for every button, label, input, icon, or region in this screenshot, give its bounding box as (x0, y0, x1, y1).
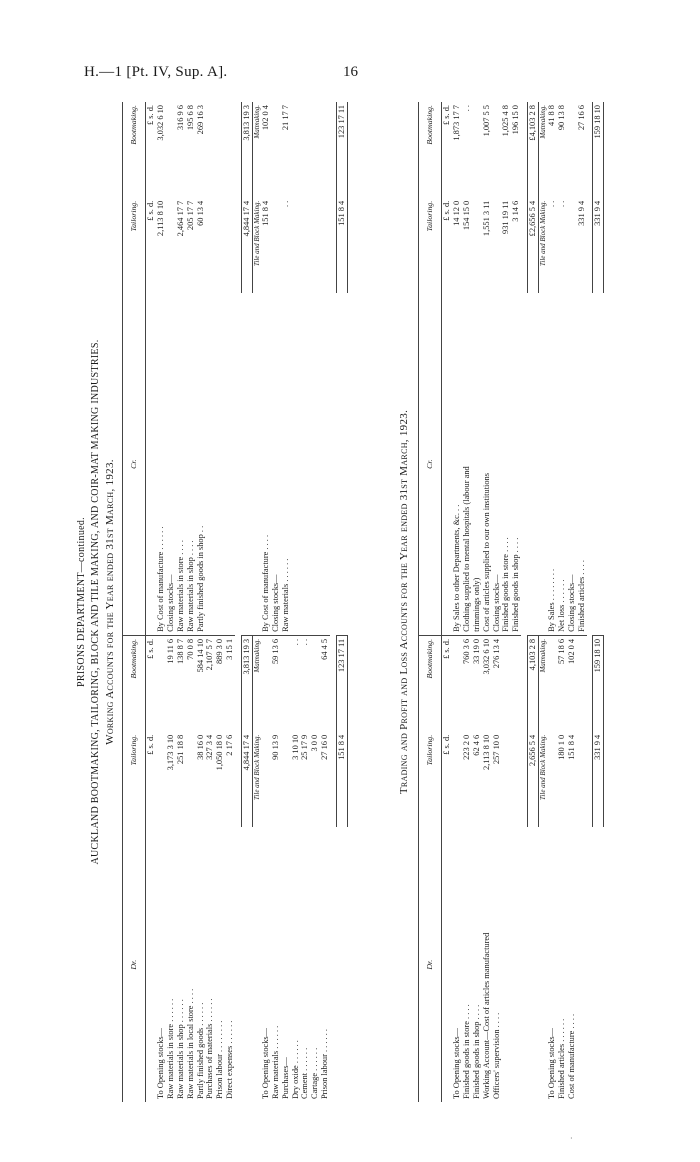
cr-tailoring-value (205, 198, 215, 294)
cr-bootmaking-value (567, 102, 577, 198)
dr-tailoring-value: 3,173 3 10 (165, 734, 175, 771)
cr-tailoring-value: 331 9 4 (576, 200, 586, 226)
dr-bootmaking-value: 889 3 0 (215, 635, 225, 731)
spacer (538, 827, 547, 1102)
dr-total-tailoring: 2,656 5 4 (527, 732, 538, 828)
table-row (186, 102, 196, 1102)
dr-tailoring-value: 38 16 0 (195, 734, 205, 760)
cr-total-tailoring: £2,656 5 4 (527, 198, 538, 294)
dr-bootmaking-value: . . (300, 635, 310, 731)
units-label: £ s. d. (146, 635, 156, 731)
table-row (501, 102, 511, 1102)
cr-bootmaking-value: 1,025 4 8 (501, 105, 511, 137)
cr-tailoring-value: . . (546, 200, 556, 208)
cr-bootmaking-value: 41 8 8 (546, 105, 556, 126)
spacer (146, 827, 156, 1102)
dr-tailoring-value: 180 1 0 (556, 734, 566, 760)
col-header-tailoring: Tailoring. (123, 732, 146, 828)
table-row (176, 102, 186, 1102)
rotated-page-content (76, 102, 676, 1102)
dr-label (501, 827, 511, 1102)
cr-total-bootmaking: 3,813 19 3 (241, 102, 252, 198)
dr-label: Cement . . . . . . (300, 1047, 310, 1099)
cr-label: By Sales . . . . . . . . (546, 568, 556, 632)
sub-header-matmaking: Matmaking. (538, 105, 547, 139)
sub-header-matmaking: Matmaking. (538, 635, 547, 731)
dr-label: Cost of manufacture . . . . (566, 1013, 576, 1099)
dr-total-bootmaking: 123 17 11 (336, 635, 347, 731)
col-header-bootmaking: Bootmaking. (123, 102, 146, 198)
dr-bootmaking-value: 138 8 7 (176, 635, 186, 731)
spacer (336, 293, 347, 635)
table-row (215, 102, 225, 1102)
cr-bootmaking-value: 269 16 3 (195, 105, 205, 135)
table-row (291, 102, 301, 1102)
dr-bootmaking-value (577, 635, 587, 731)
cr-bootmaking-value (205, 102, 215, 198)
dr-label: Prison labour . . . . . . (320, 1028, 330, 1099)
dr-tailoring-value (547, 732, 557, 828)
dr-bootmaking-value (501, 635, 511, 731)
dr-label: Finished goods in shop . . . . (471, 1004, 481, 1099)
cr-tailoring-value (166, 198, 176, 294)
table-row (271, 102, 281, 1102)
cr-label (225, 293, 235, 635)
dr-bootmaking-value (156, 635, 166, 731)
dr-bootmaking-value (511, 635, 521, 731)
dr-tailoring-value: 257 10 0 (491, 734, 501, 765)
cr-total-bootmaking: 159 18 10 (593, 102, 604, 198)
cr-bootmaking-value: 102 0 4 (260, 105, 270, 131)
table-row (205, 102, 215, 1102)
units-label: £ s. d. (146, 734, 155, 755)
dr-bootmaking-value (261, 635, 271, 731)
col-header-tailoring: Tailoring. (123, 198, 146, 294)
cr-tailoring-value: 931 19 11 (501, 200, 511, 234)
dr-bootmaking-value: 70 0 8 (186, 635, 196, 731)
units-label: £ s. d. (146, 200, 155, 221)
dr-bootmaking-value: 64 4 5 (320, 635, 330, 731)
table-row (166, 102, 176, 1102)
cr-tailoring-value (215, 198, 225, 294)
table-row (310, 102, 320, 1102)
cr-bootmaking-value (310, 102, 320, 198)
spacer (593, 293, 604, 635)
cr-tailoring-value (472, 198, 482, 294)
cr-tailoring-value: 60 13 4 (195, 200, 205, 226)
cr-label: Closing stocks— (491, 574, 501, 632)
dr-bootmaking-value: 276 13 4 (492, 635, 502, 731)
units-label: £ s. d. (442, 635, 452, 731)
sub-header-tile-block: Tile and Block Making. (538, 734, 547, 801)
units-label: £ s. d. (442, 200, 451, 221)
sub-header-tile-block: Tile and Block Making. (252, 734, 261, 801)
table-row (225, 102, 235, 1102)
units-label: £ s. d. (442, 734, 451, 755)
dr-bootmaking-value (281, 635, 291, 731)
cr-label (310, 293, 320, 635)
col-header-dr: Dr. (123, 827, 146, 1102)
industries-title: AUCKLAND BOOTMAKING, TAILORING, BLOCK AND TILE MAKING, AND COIR-MAT MAKING INDUSTRIES. (90, 339, 101, 865)
dr-total-tailoring: 331 9 4 (593, 732, 604, 828)
col-header-bootmaking: Bootmaking. (419, 635, 442, 731)
cr-total-bootmaking: £4,103 2 8 (527, 102, 538, 198)
dr-label: Finished goods in store . . . . (461, 1004, 471, 1099)
cr-tailoring-value (320, 198, 330, 294)
cr-label (215, 293, 225, 635)
cr-bootmaking-value: 21 17 7 (280, 105, 290, 131)
dr-bootmaking-value: 2,107 5 7 (205, 635, 215, 731)
sub-header-tile-block: Tile and Block Making. (252, 200, 261, 267)
table-row (492, 102, 502, 1102)
col-header-tailoring: Tailoring. (419, 732, 442, 828)
dr-bootmaking-value (310, 635, 320, 731)
dr-tailoring-value: 1,050 18 0 (215, 734, 225, 771)
cr-bootmaking-value (472, 102, 482, 198)
dr-bootmaking-value: 760 3 6 (462, 635, 472, 731)
dr-label: To Opening stocks— (260, 1027, 270, 1099)
table-row (462, 102, 472, 1102)
dr-label (577, 827, 587, 1102)
table-row (557, 102, 567, 1102)
dr-total-bootmaking: 3,813 19 3 (241, 635, 252, 731)
cr-total-tailoring: 4,844 17 4 (241, 198, 252, 294)
dr-tailoring-value: 2,113 8 10 (481, 734, 491, 771)
cr-bootmaking-value (300, 102, 310, 198)
spacer (241, 293, 252, 635)
dr-tailoring-value (281, 732, 291, 828)
spacer (538, 293, 547, 635)
dr-label: Purchases— (280, 1057, 290, 1099)
dr-tailoring-value (186, 732, 196, 828)
spacer (146, 293, 156, 635)
dr-tailoring-value: 151 8 4 (566, 734, 576, 760)
cr-label: Net loss . . . . . . (556, 579, 566, 632)
cr-bootmaking-value: 316 9 6 (175, 105, 185, 131)
working-accounts-table (122, 102, 348, 1102)
table-row (547, 102, 557, 1102)
dr-total-tailoring: 4,844 17 4 (241, 732, 252, 828)
table-row (472, 102, 482, 1102)
dr-bootmaking-value: 59 13 6 (271, 635, 281, 731)
col-header-bootmaking: Bootmaking. (419, 102, 442, 198)
dr-tailoring-value (156, 732, 166, 828)
dr-label: Raw materials in shop . . . . . . (175, 999, 185, 1099)
cr-label: By Cost of manufacture . . . . (260, 534, 270, 632)
totals-row (593, 102, 604, 1102)
sub-header-matmaking: Matmaking. (252, 635, 261, 731)
cr-bootmaking-value: . . (461, 105, 471, 112)
totals-row (527, 102, 538, 1102)
cr-bootmaking-value (320, 102, 330, 198)
table-row (196, 102, 206, 1102)
table-row (567, 102, 577, 1102)
dr-bootmaking-value: . . (291, 635, 301, 731)
cr-label: Cost of articles supplied to our own institutions (481, 473, 491, 632)
cr-bootmaking-value: 1,007 5 5 (481, 105, 491, 137)
department-heading: PRISONS DEPARTMENT—continued. (76, 517, 87, 687)
cr-bootmaking-value: 196 15 0 (511, 105, 521, 135)
cr-tailoring-value: . . (556, 200, 566, 208)
trading-accounts-title: Trading and Profit and Loss Accounts for the Year ended 31st March, 1923. (398, 409, 410, 795)
dr-tailoring-value: 90 13 9 (270, 734, 280, 760)
spacer (527, 827, 538, 1102)
dr-total-tailoring: 151 8 4 (336, 732, 347, 828)
dr-bootmaking-value: 3 15 1 (225, 635, 235, 731)
cr-bootmaking-value (215, 102, 225, 198)
dr-label: Raw materials in store . . . . . . (165, 998, 175, 1099)
table-row (511, 102, 521, 1102)
dr-tailoring-value: 25 17 9 (300, 734, 310, 760)
dr-total-bootmaking: 159 18 10 (593, 635, 604, 731)
dr-label: Dry oxide . . . . . . (290, 1040, 300, 1099)
cr-label: Raw materials . . . . . . (280, 558, 290, 632)
dr-label: Officers' supervision . . . . (491, 1012, 501, 1099)
stray-mark: · (570, 1134, 573, 1143)
dr-tailoring-value (261, 732, 271, 828)
dr-label: Partly finished goods . . . . . . (195, 1002, 205, 1099)
dr-label: Raw materials . . . . . . (270, 1025, 280, 1099)
dr-label: Finished articles . . . . . . (556, 1018, 566, 1099)
dr-label: To Opening stocks— (451, 1027, 461, 1099)
table-row (261, 102, 271, 1102)
dr-label: Direct expenses . . . . . . (225, 1020, 235, 1099)
table-row (452, 102, 462, 1102)
cr-tailoring-value (225, 198, 235, 294)
cr-tailoring-value: 2,113 8 10 (155, 200, 165, 237)
dr-tailoring-value: 223 2 0 (461, 734, 471, 760)
cr-label: Partly finished goods in shop . . (195, 525, 205, 632)
cr-tailoring-value: 2,464 17 7 (175, 200, 185, 237)
units-label: £ s. d. (146, 105, 155, 126)
dr-bootmaking-value: 33 19 0 (472, 635, 482, 731)
sub-header-matmaking: Matmaking. (252, 105, 261, 139)
totals-row (241, 102, 252, 1102)
dr-tailoring-value: 251 18 8 (175, 734, 185, 765)
col-header-cr: Cr. (419, 293, 442, 635)
cr-label (300, 293, 310, 635)
cr-label: Closing stocks— (566, 574, 576, 632)
cr-tailoring-value: 1,551 3 11 (481, 200, 491, 237)
cr-bootmaking-value (291, 102, 301, 198)
cr-bootmaking-value: 1,873 17 7 (451, 105, 461, 141)
cr-bootmaking-value (492, 102, 502, 198)
page-header-reference: H.—1 [Pt. IV, Sup. A]. (84, 64, 228, 80)
totals-row (336, 102, 347, 1102)
trading-accounts-table (418, 102, 604, 1102)
cr-bootmaking-value (166, 102, 176, 198)
spacer (442, 827, 452, 1102)
cr-tailoring-value: . . (280, 200, 290, 208)
spacer (241, 827, 252, 1102)
dr-label (511, 827, 521, 1102)
cr-tailoring-value (291, 198, 301, 294)
dr-bootmaking-value: 19 11 6 (166, 635, 176, 731)
cr-label: By Cost of manufacture . . . . . . (155, 526, 165, 632)
working-accounts-title: Working Accounts for the Year ended 31st March, 1923. (104, 459, 116, 745)
dr-tailoring-value: 27 16 0 (320, 734, 330, 760)
dr-tailoring-value (511, 732, 521, 828)
table-row (577, 102, 587, 1102)
spacer (527, 293, 538, 635)
spacer (593, 827, 604, 1102)
dr-bootmaking-value (547, 635, 557, 731)
page-number: 16 (343, 64, 358, 80)
cr-label: trimmings only) (471, 577, 481, 632)
cr-label: By Sales to other Departments, &c. . . (451, 504, 461, 632)
dr-label: Working Account—Cost of articles manufactured (481, 932, 491, 1099)
cr-bootmaking-value: 195 6 8 (185, 105, 195, 131)
col-header-cr: Cr. (123, 293, 146, 635)
dr-label: To Opening stocks— (155, 1027, 165, 1099)
sub-header-tile-block: Tile and Block Making. (538, 200, 547, 267)
dr-bootmaking-value: 102 0 4 (567, 635, 577, 731)
dr-bootmaking-value (452, 635, 462, 731)
cr-label: Raw materials in store . . . . (175, 540, 185, 632)
dr-tailoring-value (501, 732, 511, 828)
spacer (336, 827, 347, 1102)
cr-label: Clothing supplied to mental hospitals (labour and (461, 466, 471, 632)
cr-label: Finished goods in store . . . . (501, 537, 511, 632)
dr-label: Prison labour . . . . . . . . (215, 1020, 225, 1099)
cr-tailoring-value (271, 198, 281, 294)
cr-total-tailoring: 331 9 4 (593, 198, 604, 294)
cr-label (205, 293, 215, 635)
cr-bootmaking-value (271, 102, 281, 198)
cr-tailoring-value: 3 14 6 (511, 200, 521, 222)
dr-label: To Opening stocks— (546, 1027, 556, 1099)
cr-bootmaking-value: 3,032 6 10 (155, 105, 165, 141)
cr-total-tailoring: 151 8 4 (336, 198, 347, 294)
cr-label (291, 293, 301, 635)
cr-label: Finished articles . . . . (576, 560, 586, 632)
cr-tailoring-value (300, 198, 310, 294)
cr-tailoring-value: 151 8 4 (260, 200, 270, 226)
cr-tailoring-value (492, 198, 502, 294)
cr-label: Raw materials in shop . . . . (185, 540, 195, 632)
cr-tailoring-value (310, 198, 320, 294)
col-header-bootmaking: Bootmaking. (123, 635, 146, 731)
table-row (320, 102, 330, 1102)
table-row (300, 102, 310, 1102)
table-row (156, 102, 166, 1102)
dr-label: Raw materials in local store . . . . (185, 988, 195, 1099)
cr-bootmaking-value: 27 16 6 (576, 105, 586, 131)
dr-tailoring-value: 327 3 4 (205, 734, 215, 760)
col-header-tailoring: Tailoring. (419, 198, 442, 294)
cr-total-bootmaking: 123 17 11 (336, 102, 347, 198)
cr-tailoring-value: 154 15 0 (461, 200, 471, 231)
table-row (482, 102, 492, 1102)
cr-tailoring-value: 14 12 0 (451, 200, 461, 226)
cr-label (320, 293, 330, 635)
dr-total-bootmaking: 4,103 2 8 (527, 635, 538, 731)
cr-bootmaking-value (225, 102, 235, 198)
dr-bootmaking-value: 57 18 6 (557, 635, 567, 731)
dr-tailoring-value: 2 17 6 (225, 734, 235, 756)
dr-tailoring-value (577, 732, 587, 828)
cr-bootmaking-value: 90 13 8 (556, 105, 566, 131)
col-header-dr: Dr. (419, 827, 442, 1102)
dr-tailoring-value (452, 732, 462, 828)
dr-tailoring-value: 3 0 0 (310, 734, 320, 752)
dr-bootmaking-value: 3,032 6 10 (482, 635, 492, 731)
cr-tailoring-value (567, 198, 577, 294)
units-label: £ s. d. (442, 105, 451, 126)
spacer (252, 827, 261, 1102)
cr-label: Closing stocks— (270, 574, 280, 632)
spacer (442, 293, 452, 635)
spacer (252, 293, 261, 635)
dr-label: Purchases of materials . . . . . . (205, 998, 215, 1099)
dr-bootmaking-value: 584 14 10 (196, 635, 206, 731)
dr-tailoring-value: 62 4 6 (471, 734, 481, 756)
cr-label: Finished goods in shop . . . . (511, 537, 521, 632)
cr-tailoring-value: 205 17 7 (185, 200, 195, 231)
cr-label: Closing stocks— (165, 574, 175, 632)
table-row (281, 102, 291, 1102)
dr-tailoring-value: 3 10 10 (290, 734, 300, 760)
dr-label: Cartage . . . . . . (310, 1047, 320, 1099)
